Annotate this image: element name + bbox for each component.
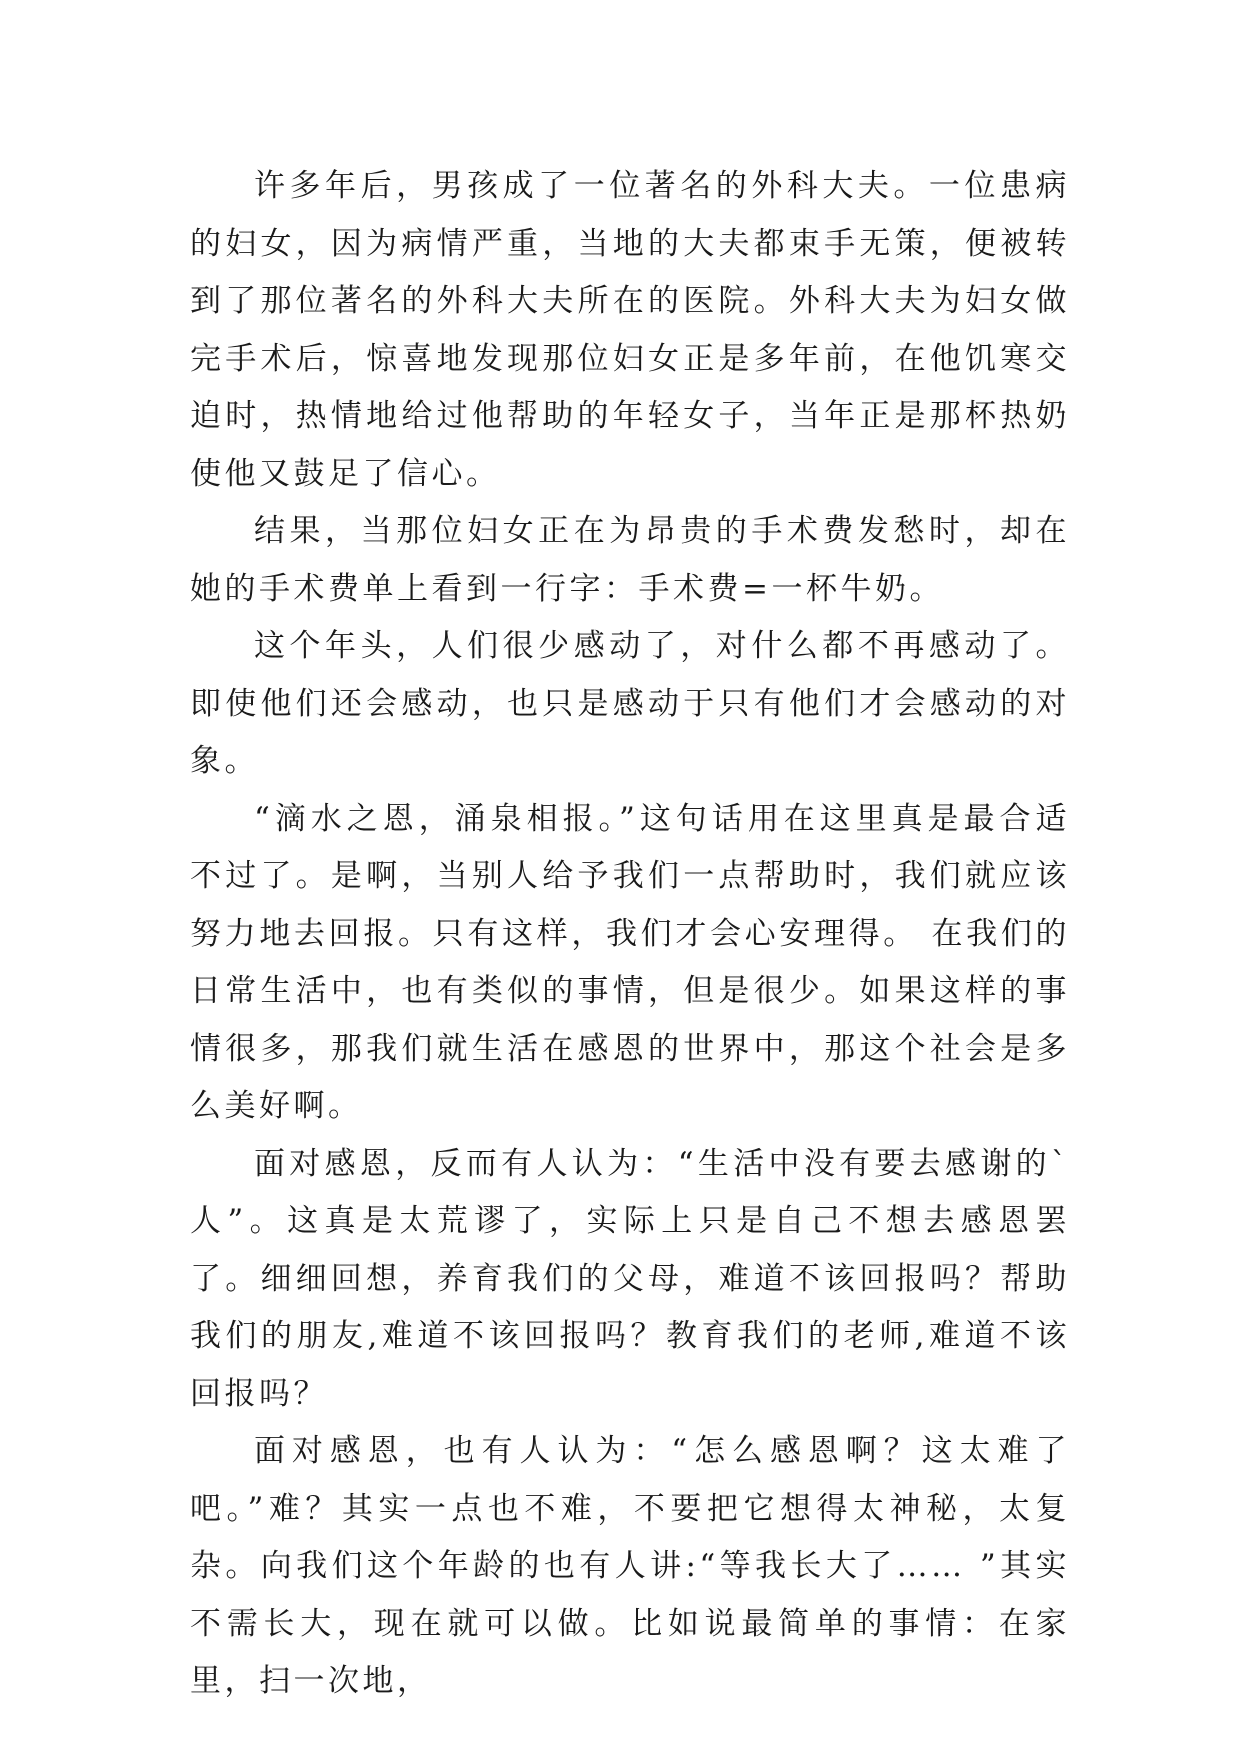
paragraph-6: 面对感恩，也有人认为：“怎么感恩啊？这太难了吧。”难？其实一点也不难，不要把它想得太神秘，太复杂。向我们这个年龄的也有人讲:“等我长大了…… ”其实不需长大，现在就可以做。比如说最简单的事情：在家里，扫一次地， <box>190 1433 1070 1699</box>
paragraph-4: “滴水之恩，涌泉相报。”这句话用在这里真是最合适不过了。是啊，当别人给予我们一点帮助时，我们就应该努力地去回报。只有这样，我们才会心安理得。 在我们的日常生活中，也有类似的事情，但是很少。如果这样的事情很多，那我们就生活在感恩的世界中，那这个社会是多么美好啊。 <box>190 800 1070 1124</box>
paragraph-2: 结果，当那位妇女正在为昂贵的手术费发愁时，却在她的手术费单上看到一行字：手术费=一杯牛奶。 <box>190 513 1070 607</box>
paragraph-3: 这个年头，人们很少感动了，对什么都不再感动了。即使他们还会感动，也只是感动于只有他们才会感动的对象。 <box>190 628 1070 779</box>
paragraph-5: 面对感恩，反而有人认为：“生活中没有要去感谢的`人”。这真是太荒谬了，实际上只是自己不想去感恩罢了。细细回想，养育我们的父母，难道不该回报吗？帮助我们的朋友,难道不该回报吗？教育我们的老师,难道不该回报吗？ <box>190 1145 1070 1412</box>
paragraph-1: 许多年后，男孩成了一位著名的外科大夫。一位患病的妇女，因为病情严重，当地的大夫都束手无策，便被转到了那位著名的外科大夫所在的医院。外科大夫为妇女做完手术后，惊喜地发现那位妇女正是多年前，在他饥寒交迫时，热情地给过他帮助的年轻女子，当年正是那杯热奶使他又鼓足了信心。 <box>190 168 1070 492</box>
document-body <box>190 158 1070 1711</box>
